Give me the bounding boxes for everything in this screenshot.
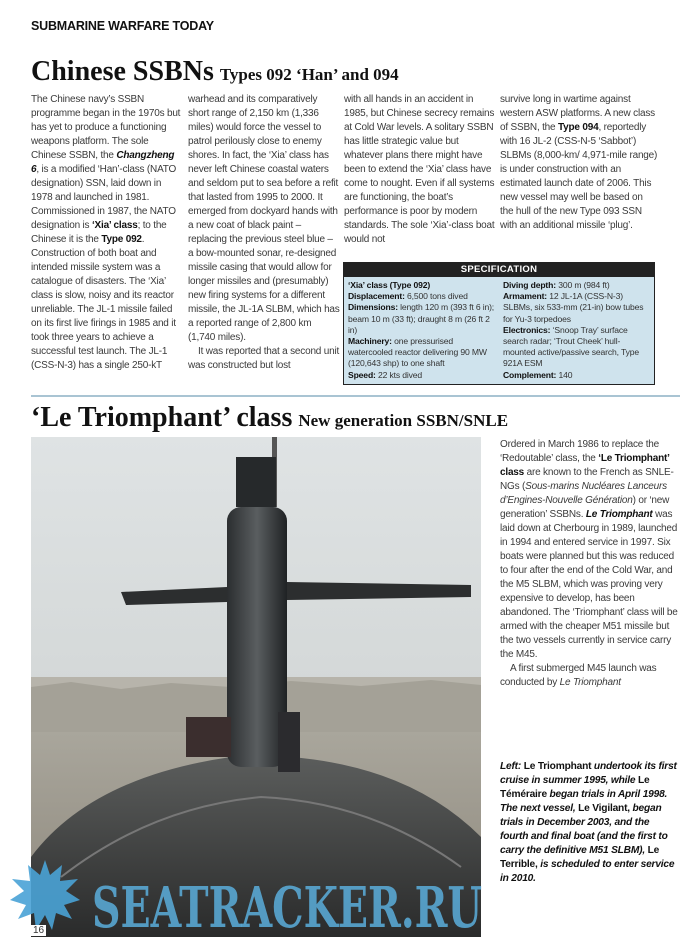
text-run: warhead and its comparatively short range of 2,150 km (1,336 miles) would force the vessel to patrol perilously close to enemy shores. In fact, the ‘Xia’ class has never left Chinese coastal waters and seldom put to sea before a refit that lasted from 1995 to 2000. It emerged from dockyard hands with a new coat of black paint – replacing the previous steel blue – a bow-mounted sonar, re-designed missile casing that would allow for longer missiles and (presumably) new firing systems for a different missile, the JL-1A SLBM, which has a reported range of 2,800 km (1,740 miles). — [188, 94, 340, 343]
watermark-logo — [0, 855, 490, 944]
paragraph — [344, 93, 496, 247]
spec-label: ‘Xia’ class (Type 092) — [348, 280, 431, 290]
paragraph — [500, 662, 678, 690]
text-run: Le Téméraire — [500, 775, 650, 800]
text-run: survive long in wartime against western ASW platforms. A new class of SSBN, the — [500, 94, 655, 133]
spec-item — [348, 302, 495, 336]
text-run: Sous-marins Nucléares Lanceurs d’Engines-Nouvelle Génération — [500, 481, 667, 506]
text-run: A first submerged M45 launch was conducted by — [500, 663, 657, 688]
spec-right — [495, 280, 650, 381]
spec-left — [348, 280, 495, 381]
text-run: undertook its first cruise in summer 1995, while — [500, 761, 677, 786]
text-run: ) or ‘new generation’ SSBNs. — [500, 495, 670, 520]
text-run: Le Triomphant — [585, 509, 653, 520]
text-run: ; to the Chinese it is the — [31, 220, 167, 245]
spec-label: Dimensions: — [348, 302, 398, 313]
s1-column-4 — [500, 93, 658, 233]
text-run: Changzheng 6 — [31, 150, 175, 175]
paragraph — [188, 345, 340, 373]
text-run: Type 092 — [101, 234, 142, 245]
text-run: Le Triomphant — [521, 761, 592, 772]
spec-value: 140 — [556, 369, 573, 380]
spec-item — [503, 325, 650, 370]
spec-label: Machinery: — [348, 336, 392, 347]
text-run: , reportedly with 16 JL-2 (CSS-N-5 ‘Sabbot’) SLBMs (8,000-km/ 4,971-mile range) is under construction with an estimated launch date of 2006. This new vessel may well be based on the hull of the new Type 093 SSN with an additional missile ‘plug’. — [500, 122, 658, 231]
spec-label: Diving depth: — [503, 280, 556, 290]
text-run: It was reported that a second unit was constructed but lost — [188, 346, 340, 371]
text-run: are known to the French as SNLE-NGs ( — [500, 467, 674, 492]
paragraph — [31, 93, 184, 373]
spec-label: Speed: — [348, 369, 376, 380]
text-run: began trials in April 1998. The next vessel, — [500, 789, 668, 814]
specification-box — [343, 262, 655, 385]
text-run: Le Vigilant, — [578, 803, 630, 814]
spec-label: Displacement: — [348, 291, 405, 302]
spec-label: Electronics: — [503, 324, 551, 335]
spec-item — [348, 291, 495, 302]
spec-value: length 120 m (393 ft 6 in); beam 10 m (33 ft); draught 8 m (26 ft 2 in) — [348, 302, 495, 335]
photo-caption — [500, 760, 678, 886]
watermark-text: SEATRACKER.RU — [92, 875, 482, 941]
text-run: is scheduled to enter service in 2010. — [500, 859, 675, 884]
spec-label: Complement: — [503, 369, 557, 380]
specification-heading: SPECIFICATION — [344, 263, 654, 277]
s1-column-1 — [31, 93, 184, 373]
spec-item — [503, 370, 650, 381]
text-run: . Construction of both boat and intended missile system was a catalogue of disasters. The ‘Xia’ class is slow, noisy and its reactor unreliable. The JL-1 missile failed on its first live firings in 1985 and it took three years to achieve a successful test launch. The JL-1 (CSS-N-3) has a single 250-kT — [31, 234, 176, 371]
text-run: Le Terrible, — [500, 845, 660, 870]
s1-column-3 — [344, 93, 496, 247]
spec-value: 12 JL-1A (CSS-N-3) SLBMs, six 533-mm (21-in) bow tubes for Yu-3 torpedoes — [503, 291, 644, 324]
spec-value: 6,500 tons dived — [404, 291, 468, 302]
spec-value: 300 m (984 ft) — [555, 280, 610, 290]
spec-value: one pressurised watercooled reactor delivering 90 MW (120,643 shp) to one shaft — [348, 336, 487, 369]
text-run: Left: — [500, 761, 522, 772]
paragraph — [500, 93, 658, 233]
text-run: Type 094 — [558, 122, 599, 133]
spec-label: Armament: — [503, 291, 548, 302]
spec-item — [348, 280, 495, 291]
text-run: Le Triomphant — [559, 677, 621, 688]
spec-item — [503, 291, 650, 325]
subtitle: Types 092 ‘Han’ and 094 — [219, 65, 399, 84]
spec-value: 22 kts dived — [375, 369, 423, 380]
text-run: began trials in December 2003, and the fourth and final boat (and the first to carry the definitive M51 SLBM), — [500, 803, 668, 856]
section-divider — [31, 395, 680, 397]
text-run: was laid down at Cherbourg in 1989, launched in 1994 and entered service in 1997. Six boats were planned but this was reduced to four after the end of the Cold War, and the M5 SLBM, which was proving very expensive to develop, has been abandoned. The ‘Triomphant’ class will be armed with the cheaper M51 missile but the two vessels currently in service carry the M45. — [500, 509, 678, 660]
s2-column-1 — [500, 438, 678, 690]
text-run: with all hands in an accident in 1985, but Chinese secrecy remains at Cold War levels. A solitary SSBN has little strategic value but whatever plans there might have been to extend the ‘Xia’ class have come to nought. Even if all systems are functioning, the boat’s performance is poor by modern standards. The sole ‘Xia’-class boat would not — [344, 94, 495, 245]
section-title-le-triomphant — [31, 402, 508, 434]
spec-item — [348, 370, 495, 381]
text-run: Ordered in March 1986 to replace the ‘Redoutable’ class, the — [500, 439, 660, 464]
section-title-chinese-ssbns — [31, 56, 399, 88]
s1-column-2 — [188, 93, 340, 373]
spec-item — [503, 280, 650, 291]
paragraph — [500, 438, 678, 662]
spec-item — [348, 336, 495, 370]
subtitle: New generation SSBN/SNLE — [298, 411, 509, 430]
spec-value: ‘Snoop Tray’ surface search radar; ‘Trout Cheek’ hull-mounted active/passive search, Type 921A ESM — [503, 324, 639, 369]
title: Chinese SSBNs — [31, 56, 214, 87]
text-run: The Chinese navy’s SSBN programme began in the 1970s but has yet to produce a functioning weapons platform. The sole Chinese SSBN, the — [31, 94, 181, 161]
text-run: ‘Le Triomphant’ class — [500, 453, 670, 478]
paragraph — [188, 93, 340, 345]
title: ‘Le Triomphant’ class — [31, 402, 293, 433]
text-run: ‘Xia’ class — [91, 220, 138, 231]
text-run: , is a modified ‘Han’-class (NATO designation) SSN, laid down in 1978 and launched in 1981. Commissioned in 1987, the NATO designation is — [31, 164, 177, 231]
page-number: 16 — [33, 925, 45, 936]
running-head: SUBMARINE WARFARE TODAY — [31, 19, 214, 33]
